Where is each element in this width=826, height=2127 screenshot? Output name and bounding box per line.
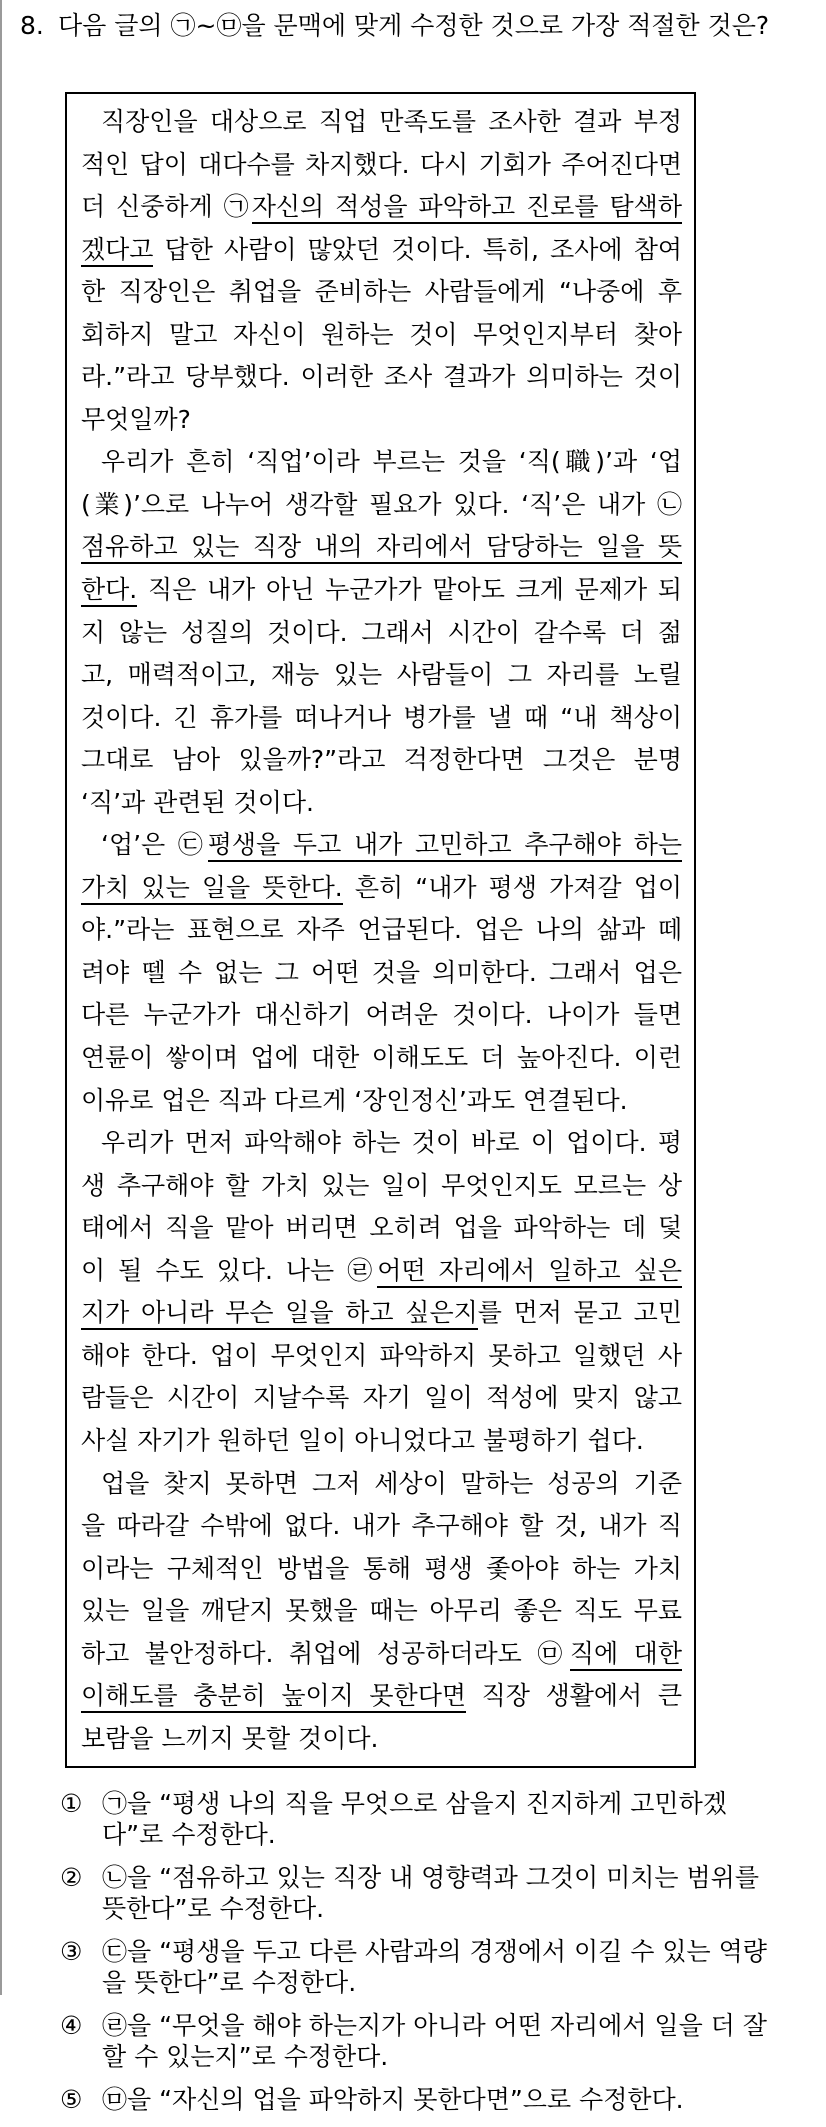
text-segment: 라.”라고 당부했다. 이러한 조사 결과가 의미하는 것이: [81, 362, 682, 392]
passage-line: [81, 1463, 682, 1506]
text-segment: 한 직장인은 취업을 준비하는 사람들에게 “나중에 후: [81, 277, 682, 307]
underlined-segment: 평생을 두고 내가 고민하고 추구해야 하는: [208, 830, 682, 862]
choice-5[interactable]: [60, 2084, 768, 2115]
text-segment: (業)’으로 나누어 생각할 필요가 있다. ‘직’은 내가 ㉡: [81, 489, 682, 519]
text-segment: 이라는 구체적인 방법을 통해 평생 좇아야 하는 가치: [81, 1553, 682, 1583]
passage-line: [81, 314, 682, 357]
question: [20, 10, 780, 42]
passage-line: [81, 229, 682, 272]
passage-line: [81, 1080, 682, 1123]
passage-line: [81, 612, 682, 655]
question-number: 8.: [20, 11, 44, 40]
text-segment: 고, 매력적이고, 재능 있는 사람들이 그 자리를 노릴: [81, 660, 682, 690]
underlined-segment: 가치 있는 일을 뜻한다.: [81, 873, 343, 905]
passage-line: [81, 1377, 682, 1420]
text-segment: 려야 뗄 수 없는 그 어떤 것을 의미한다. 그래서 업은: [81, 957, 682, 987]
underlined-segment: 자신의 적성을 파악하고 진로를 탐색하: [252, 192, 682, 224]
text-segment: 해야 한다. 업이 무엇인지 파악하지 못하고 일했던 사: [81, 1340, 682, 1370]
text-segment: 생 추구해야 할 가치 있는 일이 무엇인지도 모르는 상: [81, 1170, 682, 1200]
passage-line: [81, 994, 682, 1037]
passage-line: [81, 399, 682, 442]
underlined-segment: 한다.: [81, 575, 137, 607]
choice-3[interactable]: [60, 1936, 768, 1998]
text-segment: 것이다. 긴 휴가를 떠나거나 병가를 낼 때 “내 책상이: [81, 702, 682, 732]
passage-line: [81, 526, 682, 569]
passage-line: [81, 1590, 682, 1633]
passage-line: [81, 1633, 682, 1676]
choice-number: ④: [60, 2011, 83, 2040]
passage-line: [81, 569, 682, 612]
passage-line: [81, 1037, 682, 1080]
text-segment: 그대로 남아 있을까?”라고 걱정한다면 그것은 분명: [81, 745, 682, 775]
text-segment: 우리가 흔히 ‘직업’이라 부르는 것을 ‘직(職)’과 ‘업: [101, 447, 682, 477]
text-segment: 회하지 말고 자신이 원하는 것이 무엇인지부터 찾아: [81, 319, 682, 349]
underlined-segment: 어떤 자리에서 일하고 싶은: [377, 1256, 682, 1288]
text-segment: 이 될 수도 있다. 나는 ㉣: [81, 1255, 378, 1285]
text-segment: 더 신중하게 ㉠: [81, 192, 252, 222]
text-segment: 답한 사람이 많았던 것이다. 특히, 조사에 참여: [153, 234, 682, 264]
underlined-segment: 이해도를 충분히 높이지 못한다면: [81, 1681, 466, 1713]
choice-text: ㉣을 “무엇을 해야 하는지가 아니라 어떤 자리에서 일을 더 잘할 수 있는지”로 수정한다.: [102, 2011, 767, 2071]
choice-number: ①: [60, 1789, 83, 1818]
passage-line: [81, 1420, 682, 1463]
passage-line: [81, 1122, 682, 1165]
passage-line: [81, 1548, 682, 1591]
choice-number: ③: [60, 1937, 83, 1966]
passage-line: [81, 782, 682, 825]
text-segment: 다른 누군가가 대신하기 어려운 것이다. 나이가 들면: [81, 1000, 682, 1030]
passage-line: [81, 484, 682, 527]
text-segment: 적인 답이 대다수를 차지했다. 다시 기회가 주어진다면: [81, 149, 682, 179]
text-segment: 를 먼저 묻고 고민: [477, 1298, 682, 1328]
passage-line: [81, 356, 682, 399]
choice-text: ㉤을 “자신의 업을 파악하지 못한다면”으로 수정한다.: [102, 2085, 684, 2114]
text-segment: 업을 찾지 못하면 그저 세상이 말하는 성공의 기준: [101, 1468, 682, 1498]
underlined-segment: 겠다고: [81, 235, 153, 267]
passage-line: [81, 1207, 682, 1250]
passage-box: [65, 92, 696, 1768]
passage-line: [81, 909, 682, 952]
passage-line: [81, 1675, 682, 1718]
choice-text: ㉡을 “점유하고 있는 직장 내 영향력과 그것이 미치는 범위를 뜻한다”로 수정한다.: [102, 1863, 759, 1923]
choice-number: ②: [60, 1863, 83, 1892]
passage-line: [81, 824, 682, 867]
text-segment: 이유로 업은 직과 다르게 ‘장인정신’과도 연결된다.: [81, 1085, 628, 1115]
passage-line: [81, 441, 682, 484]
text-segment: 사실 자기가 원하던 일이 아니었다고 불평하기 쉽다.: [81, 1425, 644, 1455]
underlined-segment: 점유하고 있는 직장 내의 자리에서 담당하는 일을 뜻: [81, 532, 682, 564]
passage-line: [81, 101, 682, 144]
passage-line: [81, 144, 682, 187]
passage-line: [81, 697, 682, 740]
text-segment: 지 않는 성질의 것이다. 그래서 시간이 갈수록 더 젊: [81, 617, 682, 647]
page-left-border: [0, 0, 2, 1995]
passage-line: [81, 186, 682, 229]
passage-line: [81, 654, 682, 697]
passage-line: [81, 1335, 682, 1378]
passage-line: [81, 271, 682, 314]
choice-text: ㉠을 “평생 나의 직을 무엇으로 삼을지 진지하게 고민하겠다”로 수정한다.: [102, 1789, 727, 1849]
choice-number: ⑤: [60, 2085, 83, 2114]
underlined-segment: 직에 대한: [570, 1639, 682, 1671]
text-segment: 람들은 시간이 지날수록 자기 일이 적성에 맞지 않고: [81, 1383, 682, 1413]
underlined-segment: 지가 아니라 무슨 일을 하고 싶은지: [81, 1298, 478, 1330]
passage-line: [81, 867, 682, 910]
choice-1[interactable]: [60, 1788, 768, 1850]
text-segment: 직장인을 대상으로 직업 만족도를 조사한 결과 부정: [101, 107, 682, 136]
text-segment: 있는 일을 깨닫지 못했을 때는 아무리 좋은 직도 무료: [81, 1596, 682, 1626]
text-segment: ‘업’은 ㉢: [101, 830, 208, 860]
passage-line: [81, 952, 682, 995]
text-segment: 무엇일까?: [81, 404, 191, 434]
text-segment: 직장 생활에서 큰: [466, 1681, 682, 1711]
text-segment: 을 따라갈 수밖에 없다. 내가 추구해야 할 것, 내가 직: [81, 1511, 682, 1541]
passage-line: [81, 1165, 682, 1208]
text-segment: 연륜이 쌓이며 업에 대한 이해도도 더 높아진다. 이런: [81, 1043, 682, 1073]
choice-text: ㉢을 “평생을 두고 다른 사람과의 경쟁에서 이길 수 있는 역량을 뜻한다”로 수정한다.: [102, 1937, 767, 1997]
choice-4[interactable]: [60, 2010, 768, 2072]
answer-choices: [60, 1788, 768, 2127]
question-text: 다음 글의 ㉠~㉤을 문맥에 맞게 수정한 것으로 가장 적절한 것은?: [58, 11, 770, 40]
text-segment: 하고 불안정하다. 취업에 성공하더라도 ㉤: [81, 1638, 570, 1668]
passage-line: [81, 1718, 682, 1761]
text-segment: 야.”라는 표현으로 자주 언급된다. 업은 나의 삶과 떼: [81, 915, 682, 945]
passage-line: [81, 1505, 682, 1548]
text-segment: 흔히 “내가 평생 가져갈 업이: [342, 872, 683, 902]
passage-line: [81, 1292, 682, 1335]
text-segment: ‘직’과 관련된 것이다.: [81, 787, 314, 817]
text-segment: 직은 내가 아닌 누군가가 맡아도 크게 문제가 되: [137, 575, 682, 605]
passage-line: [81, 1250, 682, 1293]
text-segment: 보람을 느끼지 못할 것이다.: [81, 1723, 379, 1753]
text-segment: 태에서 직을 맡아 버리면 오히려 업을 파악하는 데 덫: [81, 1213, 682, 1243]
text-segment: 우리가 먼저 파악해야 하는 것이 바로 이 업이다. 평: [101, 1128, 682, 1158]
passage-line: [81, 739, 682, 782]
choice-2[interactable]: [60, 1862, 768, 1924]
